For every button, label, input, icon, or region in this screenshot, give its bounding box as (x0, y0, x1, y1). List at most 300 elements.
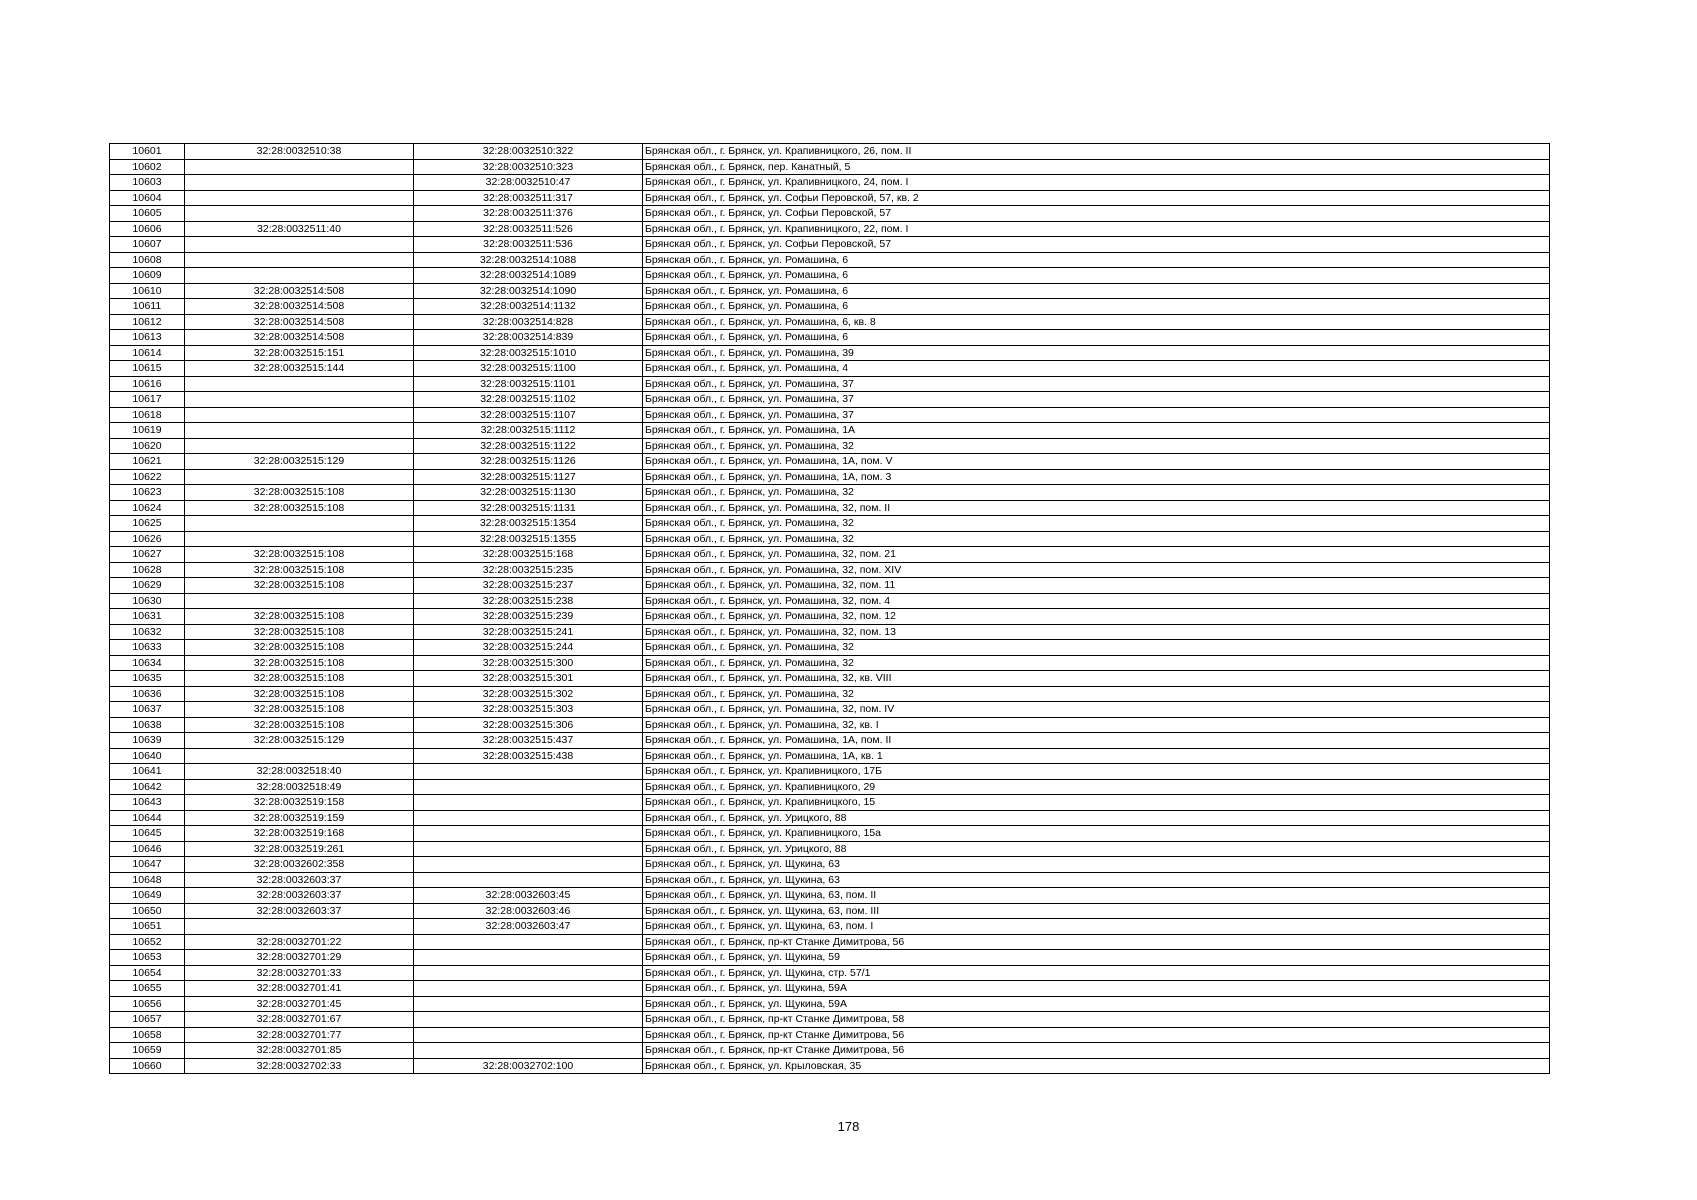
table-row (110, 423, 1550, 439)
address-cell: Брянская обл., г. Брянск, ул. Крыловская, 35 (643, 1058, 1550, 1074)
object-cadastral-number-cell: 32:28:0032515:238 (414, 593, 643, 609)
land-cadastral-number-cell: 32:28:0032514:508 (185, 330, 414, 346)
table-row (110, 578, 1550, 594)
object-cadastral-number-cell: 32:28:0032515:438 (414, 748, 643, 764)
land-cadastral-number-cell: 32:28:0032519:159 (185, 810, 414, 826)
address-cell: Брянская обл., г. Брянск, ул. Ромашина, 32 (643, 485, 1550, 501)
object-cadastral-number-cell: 32:28:0032514:1088 (414, 252, 643, 268)
address-cell: Брянская обл., г. Брянск, ул. Ромашина, 6 (643, 299, 1550, 315)
table-row (110, 392, 1550, 408)
row-number-cell: 10635 (110, 671, 185, 687)
address-cell: Брянская обл., г. Брянск, ул. Ромашина, 32 (643, 516, 1550, 532)
land-cadastral-number-cell: 32:28:0032518:40 (185, 764, 414, 780)
object-cadastral-number-cell: 32:28:0032515:1122 (414, 438, 643, 454)
address-cell: Брянская обл., г. Брянск, ул. Ромашина, 32, пом. 12 (643, 609, 1550, 625)
row-number-cell: 10617 (110, 392, 185, 408)
land-cadastral-number-cell: 32:28:0032514:508 (185, 314, 414, 330)
row-number-cell: 10636 (110, 686, 185, 702)
address-cell: Брянская обл., г. Брянск, ул. Крапивницкого, 26, пом. II (643, 144, 1550, 160)
land-cadastral-number-cell (185, 175, 414, 191)
row-number-cell: 10625 (110, 516, 185, 532)
row-number-cell: 10657 (110, 1012, 185, 1028)
table-row (110, 872, 1550, 888)
row-number-cell: 10603 (110, 175, 185, 191)
object-cadastral-number-cell: 32:28:0032515:1127 (414, 469, 643, 485)
land-cadastral-number-cell (185, 190, 414, 206)
address-cell: Брянская обл., г. Брянск, ул. Ромашина, 32 (643, 438, 1550, 454)
row-number-cell: 10637 (110, 702, 185, 718)
row-number-cell: 10660 (110, 1058, 185, 1074)
row-number-cell: 10634 (110, 655, 185, 671)
table-row (110, 919, 1550, 935)
land-cadastral-number-cell (185, 376, 414, 392)
land-cadastral-number-cell: 32:28:0032701:85 (185, 1043, 414, 1059)
address-cell: Брянская обл., г. Брянск, ул. Ромашина, 32, кв. VIII (643, 671, 1550, 687)
object-cadastral-number-cell: 32:28:0032515:300 (414, 655, 643, 671)
land-cadastral-number-cell: 32:28:0032515:108 (185, 485, 414, 501)
object-cadastral-number-cell: 32:28:0032511:526 (414, 221, 643, 237)
land-cadastral-number-cell: 32:28:0032603:37 (185, 888, 414, 904)
address-cell: Брянская обл., г. Брянск, ул. Ромашина, 6 (643, 330, 1550, 346)
land-cadastral-number-cell: 32:28:0032515:108 (185, 702, 414, 718)
table-row (110, 593, 1550, 609)
object-cadastral-number-cell: 32:28:0032510:322 (414, 144, 643, 160)
table-row (110, 671, 1550, 687)
address-cell: Брянская обл., г. Брянск, пр-кт Станке Димитрова, 58 (643, 1012, 1550, 1028)
address-cell: Брянская обл., г. Брянск, ул. Крапивницкого, 17Б (643, 764, 1550, 780)
address-cell: Брянская обл., г. Брянск, ул. Щукина, 63 (643, 857, 1550, 873)
land-cadastral-number-cell: 32:28:0032514:508 (185, 283, 414, 299)
object-cadastral-number-cell (414, 795, 643, 811)
row-number-cell: 10631 (110, 609, 185, 625)
table-row (110, 841, 1550, 857)
table-row (110, 454, 1550, 470)
row-number-cell: 10616 (110, 376, 185, 392)
row-number-cell: 10647 (110, 857, 185, 873)
table-row (110, 485, 1550, 501)
land-cadastral-number-cell (185, 593, 414, 609)
object-cadastral-number-cell: 32:28:0032510:47 (414, 175, 643, 191)
land-cadastral-number-cell (185, 438, 414, 454)
row-number-cell: 10651 (110, 919, 185, 935)
row-number-cell: 10622 (110, 469, 185, 485)
row-number-cell: 10640 (110, 748, 185, 764)
table-row (110, 376, 1550, 392)
land-cadastral-number-cell: 32:28:0032701:41 (185, 981, 414, 997)
land-cadastral-number-cell (185, 159, 414, 175)
address-cell: Брянская обл., г. Брянск, ул. Ромашина, 1А, пом. 3 (643, 469, 1550, 485)
row-number-cell: 10653 (110, 950, 185, 966)
table-row (110, 1043, 1550, 1059)
table-row (110, 144, 1550, 160)
row-number-cell: 10610 (110, 283, 185, 299)
table-row (110, 531, 1550, 547)
row-number-cell: 10609 (110, 268, 185, 284)
object-cadastral-number-cell: 32:28:0032515:1112 (414, 423, 643, 439)
address-cell: Брянская обл., г. Брянск, ул. Софьи Перовской, 57, кв. 2 (643, 190, 1550, 206)
object-cadastral-number-cell: 32:28:0032510:323 (414, 159, 643, 175)
row-number-cell: 10614 (110, 345, 185, 361)
table-row (110, 345, 1550, 361)
land-cadastral-number-cell: 32:28:0032515:108 (185, 624, 414, 640)
land-cadastral-number-cell: 32:28:0032515:129 (185, 454, 414, 470)
address-cell: Брянская обл., г. Брянск, ул. Ромашина, 32 (643, 531, 1550, 547)
object-cadastral-number-cell: 32:28:0032511:376 (414, 206, 643, 222)
table-row (110, 981, 1550, 997)
object-cadastral-number-cell (414, 934, 643, 950)
address-cell: Брянская обл., г. Брянск, ул. Урицкого, 88 (643, 841, 1550, 857)
object-cadastral-number-cell: 32:28:0032515:239 (414, 609, 643, 625)
table-row (110, 252, 1550, 268)
object-cadastral-number-cell: 32:28:0032515:1355 (414, 531, 643, 547)
table-row (110, 361, 1550, 377)
address-cell: Брянская обл., г. Брянск, ул. Ромашина, 32, пом. 11 (643, 578, 1550, 594)
table-row (110, 950, 1550, 966)
table-row (110, 500, 1550, 516)
table-row (110, 717, 1550, 733)
row-number-cell: 10658 (110, 1027, 185, 1043)
land-cadastral-number-cell: 32:28:0032515:108 (185, 609, 414, 625)
table-row (110, 469, 1550, 485)
table-row (110, 438, 1550, 454)
address-cell: Брянская обл., г. Брянск, ул. Ромашина, 6, кв. 8 (643, 314, 1550, 330)
land-cadastral-number-cell: 32:28:0032514:508 (185, 299, 414, 315)
land-cadastral-number-cell (185, 237, 414, 253)
land-cadastral-number-cell (185, 531, 414, 547)
row-number-cell: 10607 (110, 237, 185, 253)
table-row (110, 810, 1550, 826)
row-number-cell: 10645 (110, 826, 185, 842)
table-row (110, 206, 1550, 222)
object-cadastral-number-cell: 32:28:0032515:1126 (414, 454, 643, 470)
address-cell: Брянская обл., г. Брянск, ул. Ромашина, 4 (643, 361, 1550, 377)
row-number-cell: 10638 (110, 717, 185, 733)
row-number-cell: 10650 (110, 903, 185, 919)
table-row (110, 407, 1550, 423)
address-cell: Брянская обл., г. Брянск, пр-кт Станке Димитрова, 56 (643, 934, 1550, 950)
address-cell: Брянская обл., г. Брянск, ул. Софьи Перовской, 57 (643, 206, 1550, 222)
address-cell: Брянская обл., г. Брянск, ул. Крапивницкого, 24, пом. I (643, 175, 1550, 191)
table-row (110, 159, 1550, 175)
object-cadastral-number-cell: 32:28:0032515:301 (414, 671, 643, 687)
address-cell: Брянская обл., г. Брянск, ул. Софьи Перовской, 57 (643, 237, 1550, 253)
land-cadastral-number-cell (185, 423, 414, 439)
object-cadastral-number-cell: 32:28:0032515:1102 (414, 392, 643, 408)
row-number-cell: 10632 (110, 624, 185, 640)
address-cell: Брянская обл., г. Брянск, ул. Ромашина, 32, пом. 21 (643, 547, 1550, 563)
table-row (110, 857, 1550, 873)
object-cadastral-number-cell: 32:28:0032515:168 (414, 547, 643, 563)
row-number-cell: 10639 (110, 733, 185, 749)
land-cadastral-number-cell: 32:28:0032602:358 (185, 857, 414, 873)
object-cadastral-number-cell (414, 1012, 643, 1028)
table-row (110, 283, 1550, 299)
land-cadastral-number-cell: 32:28:0032515:108 (185, 500, 414, 516)
land-cadastral-number-cell: 32:28:0032518:49 (185, 779, 414, 795)
table-row (110, 516, 1550, 532)
land-cadastral-number-cell: 32:28:0032519:168 (185, 826, 414, 842)
object-cadastral-number-cell: 32:28:0032702:100 (414, 1058, 643, 1074)
land-cadastral-number-cell (185, 407, 414, 423)
object-cadastral-number-cell: 32:28:0032515:1354 (414, 516, 643, 532)
object-cadastral-number-cell: 32:28:0032515:303 (414, 702, 643, 718)
land-cadastral-number-cell (185, 392, 414, 408)
object-cadastral-number-cell (414, 965, 643, 981)
land-cadastral-number-cell: 32:28:0032515:108 (185, 717, 414, 733)
land-cadastral-number-cell: 32:28:0032515:108 (185, 578, 414, 594)
row-number-cell: 10633 (110, 640, 185, 656)
address-cell: Брянская обл., г. Брянск, ул. Ромашина, 1А, кв. 1 (643, 748, 1550, 764)
table-row (110, 175, 1550, 191)
address-cell: Брянская обл., г. Брянск, ул. Ромашина, 6 (643, 268, 1550, 284)
table-row (110, 1058, 1550, 1074)
land-cadastral-number-cell: 32:28:0032515:129 (185, 733, 414, 749)
land-cadastral-number-cell: 32:28:0032603:37 (185, 872, 414, 888)
row-number-cell: 10624 (110, 500, 185, 516)
land-cadastral-number-cell: 32:28:0032701:45 (185, 996, 414, 1012)
object-cadastral-number-cell (414, 1043, 643, 1059)
address-cell: Брянская обл., г. Брянск, ул. Ромашина, 37 (643, 407, 1550, 423)
land-cadastral-number-cell: 32:28:0032515:108 (185, 655, 414, 671)
row-number-cell: 10605 (110, 206, 185, 222)
row-number-cell: 10659 (110, 1043, 185, 1059)
object-cadastral-number-cell: 32:28:0032515:1101 (414, 376, 643, 392)
object-cadastral-number-cell: 32:28:0032511:536 (414, 237, 643, 253)
address-cell: Брянская обл., г. Брянск, ул. Щукина, стр. 57/1 (643, 965, 1550, 981)
land-cadastral-number-cell (185, 919, 414, 935)
row-number-cell: 10626 (110, 531, 185, 547)
row-number-cell: 10613 (110, 330, 185, 346)
address-cell: Брянская обл., г. Брянск, ул. Крапивницкого, 22, пом. I (643, 221, 1550, 237)
land-cadastral-number-cell: 32:28:0032510:38 (185, 144, 414, 160)
address-cell: Брянская обл., г. Брянск, ул. Ромашина, 32 (643, 655, 1550, 671)
land-cadastral-number-cell: 32:28:0032515:108 (185, 562, 414, 578)
page-number: 178 (837, 1119, 860, 1134)
land-cadastral-number-cell (185, 469, 414, 485)
row-number-cell: 10628 (110, 562, 185, 578)
row-number-cell: 10602 (110, 159, 185, 175)
table-row (110, 609, 1550, 625)
table-row (110, 330, 1550, 346)
row-number-cell: 10612 (110, 314, 185, 330)
address-cell: Брянская обл., г. Брянск, ул. Щукина, 59А (643, 981, 1550, 997)
land-cadastral-number-cell: 32:28:0032515:108 (185, 547, 414, 563)
address-cell: Брянская обл., г. Брянск, ул. Щукина, 63 (643, 872, 1550, 888)
row-number-cell: 10643 (110, 795, 185, 811)
land-cadastral-number-cell (185, 252, 414, 268)
table-row (110, 1012, 1550, 1028)
address-cell: Брянская обл., г. Брянск, ул. Ромашина, 37 (643, 392, 1550, 408)
row-number-cell: 10656 (110, 996, 185, 1012)
object-cadastral-number-cell: 32:28:0032514:1090 (414, 283, 643, 299)
address-cell: Брянская обл., г. Брянск, ул. Щукина, 59А (643, 996, 1550, 1012)
address-cell: Брянская обл., г. Брянск, ул. Ромашина, 32 (643, 640, 1550, 656)
row-number-cell: 10644 (110, 810, 185, 826)
table-row (110, 655, 1550, 671)
address-cell: Брянская обл., г. Брянск, ул. Ромашина, 1А, пом. V (643, 454, 1550, 470)
table-row (110, 314, 1550, 330)
object-cadastral-number-cell: 32:28:0032515:1131 (414, 500, 643, 516)
address-cell: Брянская обл., г. Брянск, ул. Ромашина, 32, пом. XIV (643, 562, 1550, 578)
address-cell: Брянская обл., г. Брянск, ул. Ромашина, 32 (643, 686, 1550, 702)
table-row (110, 795, 1550, 811)
land-cadastral-number-cell: 32:28:0032701:33 (185, 965, 414, 981)
land-cadastral-number-cell: 32:28:0032519:158 (185, 795, 414, 811)
row-number-cell: 10618 (110, 407, 185, 423)
row-number-cell: 10641 (110, 764, 185, 780)
table-row (110, 779, 1550, 795)
row-number-cell: 10646 (110, 841, 185, 857)
table-row (110, 748, 1550, 764)
table-row (110, 764, 1550, 780)
row-number-cell: 10630 (110, 593, 185, 609)
land-cadastral-number-cell (185, 268, 414, 284)
address-cell: Брянская обл., г. Брянск, ул. Крапивницкого, 29 (643, 779, 1550, 795)
address-cell: Брянская обл., г. Брянск, пр-кт Станке Димитрова, 56 (643, 1043, 1550, 1059)
address-cell: Брянская обл., г. Брянск, ул. Ромашина, 1А (643, 423, 1550, 439)
address-cell: Брянская обл., г. Брянск, ул. Ромашина, 32, кв. I (643, 717, 1550, 733)
row-number-cell: 10606 (110, 221, 185, 237)
address-cell: Брянская обл., г. Брянск, ул. Ромашина, 39 (643, 345, 1550, 361)
object-cadastral-number-cell: 32:28:0032603:46 (414, 903, 643, 919)
address-cell: Брянская обл., г. Брянск, ул. Крапивницкого, 15а (643, 826, 1550, 842)
object-cadastral-number-cell: 32:28:0032514:1089 (414, 268, 643, 284)
address-cell: Брянская обл., г. Брянск, ул. Ромашина, 32, пом. II (643, 500, 1550, 516)
object-cadastral-number-cell (414, 996, 643, 1012)
object-cadastral-number-cell: 32:28:0032514:828 (414, 314, 643, 330)
table-row (110, 1027, 1550, 1043)
row-number-cell: 10604 (110, 190, 185, 206)
row-number-cell: 10655 (110, 981, 185, 997)
object-cadastral-number-cell: 32:28:0032603:47 (414, 919, 643, 935)
address-cell: Брянская обл., г. Брянск, ул. Ромашина, 6 (643, 283, 1550, 299)
row-number-cell: 10654 (110, 965, 185, 981)
table-row (110, 686, 1550, 702)
object-cadastral-number-cell: 32:28:0032515:302 (414, 686, 643, 702)
table-row (110, 624, 1550, 640)
land-cadastral-number-cell: 32:28:0032701:22 (185, 934, 414, 950)
address-cell: Брянская обл., г. Брянск, ул. Ромашина, 6 (643, 252, 1550, 268)
address-cell: Брянская обл., г. Брянск, ул. Щукина, 59 (643, 950, 1550, 966)
land-cadastral-number-cell: 32:28:0032511:40 (185, 221, 414, 237)
table-row (110, 547, 1550, 563)
row-number-cell: 10620 (110, 438, 185, 454)
address-cell: Брянская обл., г. Брянск, ул. Щукина, 63, пом. III (643, 903, 1550, 919)
object-cadastral-number-cell: 32:28:0032515:1100 (414, 361, 643, 377)
table-row (110, 826, 1550, 842)
table-row (110, 299, 1550, 315)
address-cell: Брянская обл., г. Брянск, ул. Ромашина, 32, пом. 13 (643, 624, 1550, 640)
table-row (110, 903, 1550, 919)
table-row (110, 996, 1550, 1012)
object-cadastral-number-cell: 32:28:0032515:1130 (414, 485, 643, 501)
land-cadastral-number-cell (185, 206, 414, 222)
row-number-cell: 10608 (110, 252, 185, 268)
row-number-cell: 10623 (110, 485, 185, 501)
object-cadastral-number-cell: 32:28:0032515:241 (414, 624, 643, 640)
row-number-cell: 10648 (110, 872, 185, 888)
object-cadastral-number-cell (414, 841, 643, 857)
object-cadastral-number-cell (414, 981, 643, 997)
object-cadastral-number-cell: 32:28:0032603:45 (414, 888, 643, 904)
object-cadastral-number-cell: 32:28:0032511:317 (414, 190, 643, 206)
address-cell: Брянская обл., г. Брянск, ул. Ромашина, 32, пом. IV (643, 702, 1550, 718)
table-row (110, 888, 1550, 904)
row-number-cell: 10652 (110, 934, 185, 950)
object-cadastral-number-cell (414, 779, 643, 795)
object-cadastral-number-cell: 32:28:0032515:306 (414, 717, 643, 733)
table-row (110, 965, 1550, 981)
table-row (110, 702, 1550, 718)
row-number-cell: 10642 (110, 779, 185, 795)
object-cadastral-number-cell (414, 872, 643, 888)
address-cell: Брянская обл., г. Брянск, ул. Щукина, 63, пом. I (643, 919, 1550, 935)
land-cadastral-number-cell: 32:28:0032515:108 (185, 640, 414, 656)
object-cadastral-number-cell: 32:28:0032514:1132 (414, 299, 643, 315)
land-cadastral-number-cell: 32:28:0032603:37 (185, 903, 414, 919)
address-cell: Брянская обл., г. Брянск, ул. Ромашина, 32, пом. 4 (643, 593, 1550, 609)
table-row (110, 237, 1550, 253)
object-cadastral-number-cell (414, 826, 643, 842)
object-cadastral-number-cell: 32:28:0032515:437 (414, 733, 643, 749)
row-number-cell: 10611 (110, 299, 185, 315)
land-cadastral-number-cell: 32:28:0032515:108 (185, 671, 414, 687)
table-row (110, 190, 1550, 206)
object-cadastral-number-cell (414, 764, 643, 780)
object-cadastral-number-cell: 32:28:0032514:839 (414, 330, 643, 346)
table-row (110, 562, 1550, 578)
object-cadastral-number-cell: 32:28:0032515:1010 (414, 345, 643, 361)
land-cadastral-number-cell: 32:28:0032701:29 (185, 950, 414, 966)
land-cadastral-number-cell (185, 516, 414, 532)
row-number-cell: 10601 (110, 144, 185, 160)
address-cell: Брянская обл., г. Брянск, пер. Канатный, 5 (643, 159, 1550, 175)
object-cadastral-number-cell (414, 1027, 643, 1043)
table-row (110, 934, 1550, 950)
row-number-cell: 10621 (110, 454, 185, 470)
land-cadastral-number-cell (185, 748, 414, 764)
address-cell: Брянская обл., г. Брянск, ул. Урицкого, 88 (643, 810, 1550, 826)
address-cell: Брянская обл., г. Брянск, ул. Ромашина, 37 (643, 376, 1550, 392)
land-cadastral-number-cell: 32:28:0032515:144 (185, 361, 414, 377)
address-cell: Брянская обл., г. Брянск, ул. Крапивницкого, 15 (643, 795, 1550, 811)
registry-table-body (110, 144, 1550, 1074)
registry-table (109, 143, 1550, 1074)
row-number-cell: 10615 (110, 361, 185, 377)
object-cadastral-number-cell (414, 810, 643, 826)
table-row (110, 640, 1550, 656)
row-number-cell: 10649 (110, 888, 185, 904)
object-cadastral-number-cell (414, 950, 643, 966)
row-number-cell: 10627 (110, 547, 185, 563)
object-cadastral-number-cell: 32:28:0032515:235 (414, 562, 643, 578)
object-cadastral-number-cell: 32:28:0032515:1107 (414, 407, 643, 423)
object-cadastral-number-cell (414, 857, 643, 873)
address-cell: Брянская обл., г. Брянск, ул. Ромашина, 1А, пом. II (643, 733, 1550, 749)
land-cadastral-number-cell: 32:28:0032515:151 (185, 345, 414, 361)
land-cadastral-number-cell: 32:28:0032702:33 (185, 1058, 414, 1074)
table-row (110, 221, 1550, 237)
land-cadastral-number-cell: 32:28:0032519:261 (185, 841, 414, 857)
address-cell: Брянская обл., г. Брянск, пр-кт Станке Димитрова, 56 (643, 1027, 1550, 1043)
object-cadastral-number-cell: 32:28:0032515:244 (414, 640, 643, 656)
land-cadastral-number-cell: 32:28:0032701:67 (185, 1012, 414, 1028)
land-cadastral-number-cell: 32:28:0032701:77 (185, 1027, 414, 1043)
row-number-cell: 10629 (110, 578, 185, 594)
table-row (110, 733, 1550, 749)
object-cadastral-number-cell: 32:28:0032515:237 (414, 578, 643, 594)
row-number-cell: 10619 (110, 423, 185, 439)
